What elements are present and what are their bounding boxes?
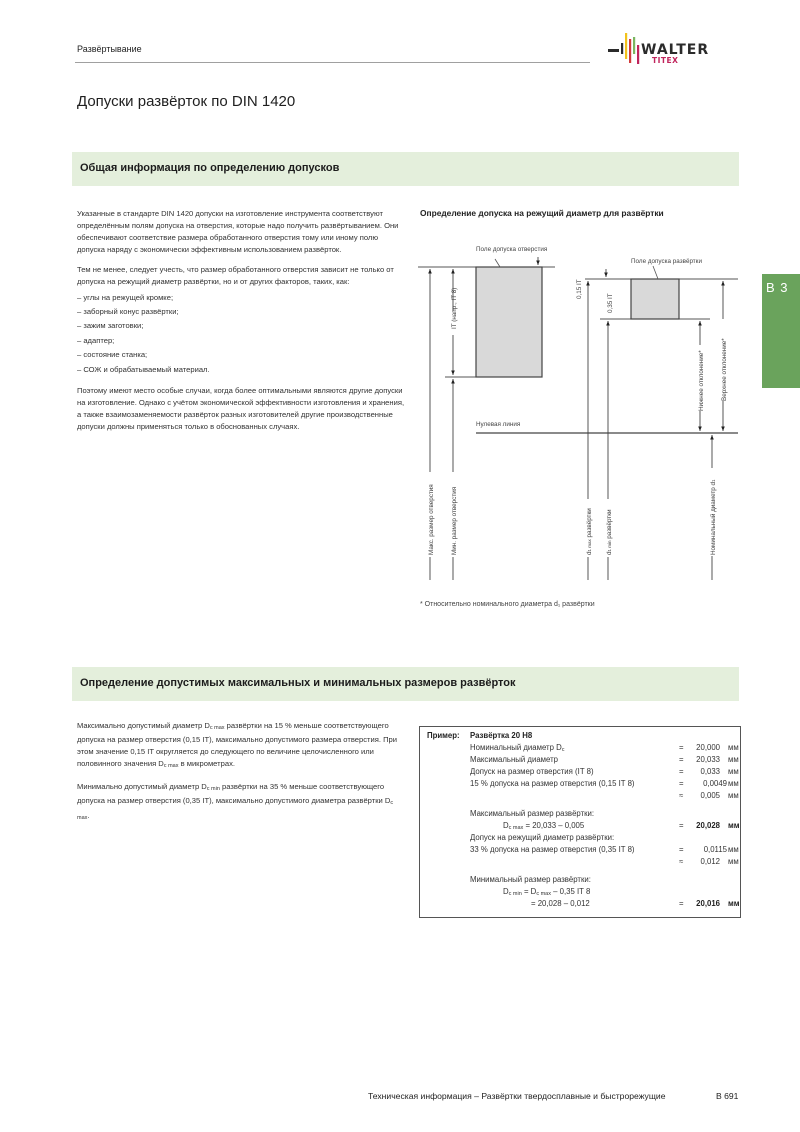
logo-bar-yellow bbox=[625, 33, 627, 59]
min-size-result: = 20,028 – 0,012 = 20,016 мм bbox=[531, 899, 740, 908]
reamer-field-leader bbox=[653, 266, 658, 279]
it015-label: 0,15 IT bbox=[576, 279, 583, 299]
paragraph: Минимально допустимый диаметр $D_{c min}$ развёртки на 35 % меньше соответствующего допуска на размер отверстия (0,35 IT), максимально допустимого диаметра развёртки $D_{c max}$. bbox=[77, 782, 394, 821]
example-row: 15 % допуска на размер отверстия (0,15 IT 8) = 0,0049 мм bbox=[470, 779, 739, 788]
section-heading-band bbox=[72, 667, 739, 701]
min-size-heading: Минимальный размер развёртки: bbox=[470, 875, 591, 884]
min-size-formula: $D_{c min} = D_{c max} - 0,35$ IT 8 bbox=[503, 887, 591, 897]
cut-tolerance-heading: Допуск на режущий диаметр развёртки: bbox=[470, 833, 615, 842]
example-row: Допуск на размер отверстия (IT 8) = 0,033 мм bbox=[470, 767, 739, 776]
max-size-formula: $D_{c max} = 20,033 - 0,005$ = 20,028 мм bbox=[503, 821, 740, 831]
intro-text bbox=[77, 208, 407, 433]
section-heading: Определение допустимых максимальных и минимальных размеров развёрток bbox=[80, 677, 516, 689]
section-heading-band bbox=[72, 152, 739, 186]
limits-text bbox=[77, 720, 407, 824]
list-item: – состояние станка; bbox=[77, 350, 148, 360]
example-box: Пример: Развёртка 20 H8 Номинальный диаметр $D_c$ = 20,000 мм Максимальный диаметр = 20,033 мм Допуск на размер отверстия (IT 8) = 0,033 мм 15 % допуска на размер отверстия (0,15 IT 8) = 0,0049 мм ≈ 0,005 мм Максимальный размер развёртки: $D_{c max} = 20,033 - 0,005$ = 20,028 мм Допуск на режущий диаметр развёртки: 33 % допуска на размер отверстия (0,35 IT 8) = 0,0115 мм ≈ 0,012 мм Минимальный размер развёртки: $D_{c min} = D_{c max} - 0,35$ IT 8 = 20,028 – 0,012 = 20,016 мм bbox=[419, 726, 741, 918]
logo-bar-green bbox=[633, 37, 635, 54]
list-item: – углы на режущей кромке; bbox=[77, 292, 174, 302]
it035-label: 0,35 IT bbox=[607, 293, 614, 313]
page-number: B 691 bbox=[716, 1091, 739, 1101]
chapter-tab-label: B 3 bbox=[766, 280, 789, 295]
logo-bar-1 bbox=[621, 43, 623, 54]
header-divider bbox=[75, 62, 590, 63]
example-label: Пример: bbox=[427, 731, 460, 740]
d1min-label: d1 min развёртки bbox=[606, 509, 613, 555]
logo-dash bbox=[608, 49, 619, 52]
logo-subbrand: TITEX bbox=[652, 56, 679, 65]
paragraph: Тем не менее, следует учесть, что размер обработанного отверстия зависит не только от допуска на режущий диаметр развёртки, но и от других факторов, таких, как: bbox=[77, 265, 394, 287]
hole-tolerance-field bbox=[476, 267, 542, 377]
example-row: Номинальный диаметр $D_c$ = 20,000 мм bbox=[470, 743, 739, 753]
paragraph: Максимально допустимый диаметр $D_{c max}$ развёртки на 15 % меньше соответствующего допуска на размер отверстия (0,15 IT), максимально допустимого размера отверстия. При этом значение 0,15 IT округляется до следующего по величине целочисленного или половинного значения $D_{c max}$ в микрометрах. bbox=[77, 721, 397, 770]
example-title: Развёртка 20 H8 bbox=[470, 731, 533, 740]
factor-list bbox=[77, 291, 407, 377]
logo-wordmark: WALTER bbox=[641, 42, 710, 58]
logo-bar-magenta bbox=[637, 45, 639, 64]
lower-dev-label: Нижнее отклонение* bbox=[698, 350, 705, 411]
section-label: Развёртывание bbox=[77, 44, 142, 54]
list-item: – зажим заготовки; bbox=[77, 321, 144, 331]
page-title: Допуски развёрток по DIN 1420 bbox=[77, 93, 296, 110]
footer-text: Техническая информация – Развёртки твердосплавные и быстрорежущие bbox=[368, 1091, 666, 1101]
example-row: Максимальный диаметр = 20,033 мм bbox=[470, 755, 739, 764]
list-item: – адаптер; bbox=[77, 335, 115, 345]
list-item: – заборный конус развёртки; bbox=[77, 306, 179, 316]
paragraph: Поэтому имеют место особые случаи, когда более оптимальными являются другие допуски на изготовление. Однако с учётом экономической эффективности изготовления и хранения, а также взаимозаменяемости развёрток разных изготовителей другие производственные допуски должны применяться только в обоснованных случаях. bbox=[77, 386, 405, 432]
upper-dev-label: Верхнее отклонение* bbox=[721, 338, 728, 401]
max-hole-label: Макс. размер отверстия bbox=[428, 484, 435, 555]
walter-titex-logo bbox=[605, 29, 745, 69]
d1max-label: d1 max развёртки bbox=[586, 508, 593, 555]
tolerance-diagram bbox=[410, 225, 780, 615]
diagram-footnote: * Относительно номинального диаметра d₁ развёртки bbox=[420, 601, 595, 608]
paragraph: Указанные в стандарте DIN 1420 допуски на изготовление инструмента соответствуют определённым полям допуска на отверстия, которые надо получить развёртыванием. Они обеспечивают соответствие размера обработанного отверстия тому или иному полю допуска наряду с экономически эффективным использованием развёрток. bbox=[77, 209, 399, 255]
min-hole-label: Мин. размер отверстия bbox=[451, 486, 458, 555]
hole-field-leader bbox=[495, 259, 500, 267]
section-heading: Общая информация по определению допусков bbox=[80, 162, 340, 174]
example-row: 33 % допуска на размер отверстия (0,35 IT 8) = 0,0115 мм bbox=[470, 845, 739, 854]
reamer-field-label: Поле допуска развёртки bbox=[631, 258, 702, 265]
nominal-label: Номинальный диаметр d1 bbox=[710, 479, 717, 555]
diagram-title: Определение допуска на режущий диаметр для развёртки bbox=[420, 208, 664, 218]
zero-line-label: Нулевая линия bbox=[476, 421, 521, 428]
max-size-heading: Максимальный размер развёртки: bbox=[470, 809, 595, 818]
list-item: – СОЖ и обрабатываемый материал. bbox=[77, 364, 210, 374]
it-label: IT (напр., IT 8) bbox=[451, 287, 458, 329]
reamer-tolerance-field bbox=[631, 279, 679, 319]
logo-bar-red bbox=[629, 39, 631, 63]
hole-field-label: Поле допуска отверстия bbox=[476, 246, 548, 253]
